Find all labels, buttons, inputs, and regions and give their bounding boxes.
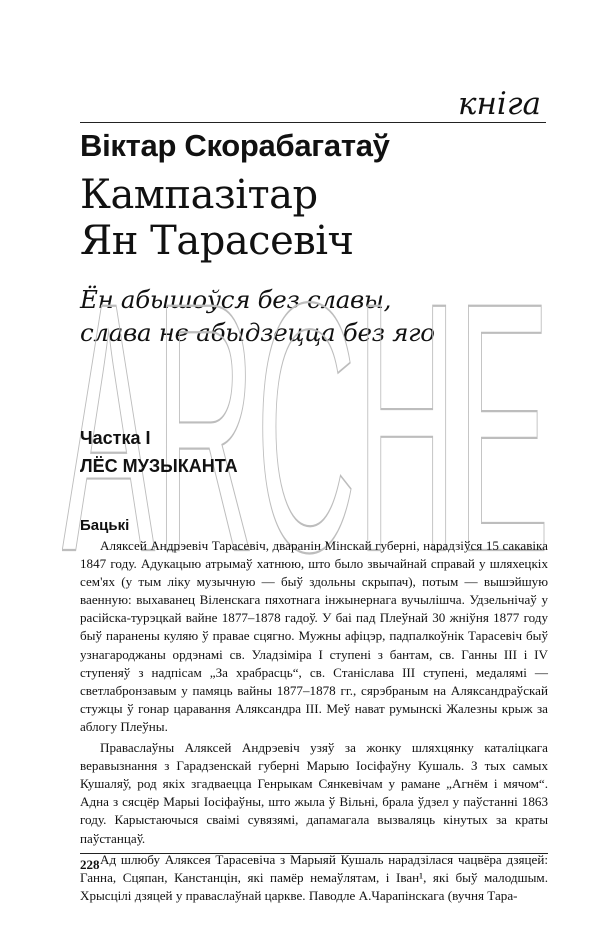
watermark-text: ARCHE	[62, 262, 550, 562]
section-heading: Бацькі	[80, 517, 130, 534]
title-line-1: Кампазітар	[80, 172, 318, 218]
body-paragraph: Аляксей Андрэевіч Тарасевіч, дваранін Мінскай губерні, нарадзіўся 15 сакавіка 1847 году. Адукацыю атрымаў хатнюю, што было звычайнай справай у шляхецкіх сем'ях (у тым ліку музычную — быў здольны скрыпач), потым — вышэйшую ваенную: выхаванец Віленскага пяхотнага інжынернага вучылішча. Удзельнічаў у расійска-турэцкай вайне 1877–1878 гадоў. У баі пад Плеўнай 30 жніўня 1877 году быў паранены куляю ў правае сцягно. Мужны афіцэр, падпалкоўнік Тарасевіч быў узнагароджаны ордэнамі св. Уладзіміра I ступені з бантам, св. Ганны III і IV ступеняў з надпісам „За храбрасць“, св. Станіслава III ступені, медалямі — светлабронзавым у памяць вайны 1877–1878 гг., сярэбраным на Аляксандраўскай стужцы ў гонар царавання Аляксандра III. Меў нават румынскі Жалезны крыж за аблогу Плеўны.	[80, 538, 548, 734]
page-number: 228	[80, 857, 100, 872]
title-line-2: Ян Тарасевіч	[80, 218, 354, 264]
subtitle-line-1: Ён абышоўся без славы,	[80, 285, 392, 314]
header-rule	[80, 122, 546, 123]
subtitle-line-2: слава не абыдзецца без яго	[80, 318, 435, 347]
part-label: Частка I	[80, 428, 151, 448]
article-body	[80, 537, 548, 905]
body-paragraph: Ад шлюбу Аляксея Тарасевіча з Марыяй Кушаль нарадзілася чацвёра дзяцей: Ганна, Сцяпан, Канстанцін, які памёр немаўлятам, і Іван¹, які быў малодшым. Хрысцілі дзяцей у праваслаўнай царкве. Паводле А.Чарапінскага (вучня Тара-	[80, 851, 548, 903]
author-name: Віктар Скорабагатаў	[80, 128, 390, 163]
body-paragraph: Праваслаўны Аляксей Андрэевіч узяў за жонку шляхцянку каталіцкага веравызнання з Гарадзенскай губерні Марыю Іосіфаўну Кушаль. З тых самых Кушаляў, род якіх згадваецца Генрыкам Сянкевічам у рамане „Агнём і мячом“. Адна з сясцёр Марыі Іосіфаўны, што жыла ў Вільні, брала ўдзел у паўстанні 1863 году. Карыстаючыся сваімі сувязямі, дапамагала вызваляць кінутых за краты паўстанцаў.	[80, 740, 548, 846]
article-subtitle	[80, 283, 435, 349]
article-title	[80, 172, 354, 264]
part-title: ЛЁС МУЗЫКАНТА	[80, 456, 238, 476]
part-heading	[80, 424, 238, 480]
section-tag: кніга	[454, 86, 545, 122]
